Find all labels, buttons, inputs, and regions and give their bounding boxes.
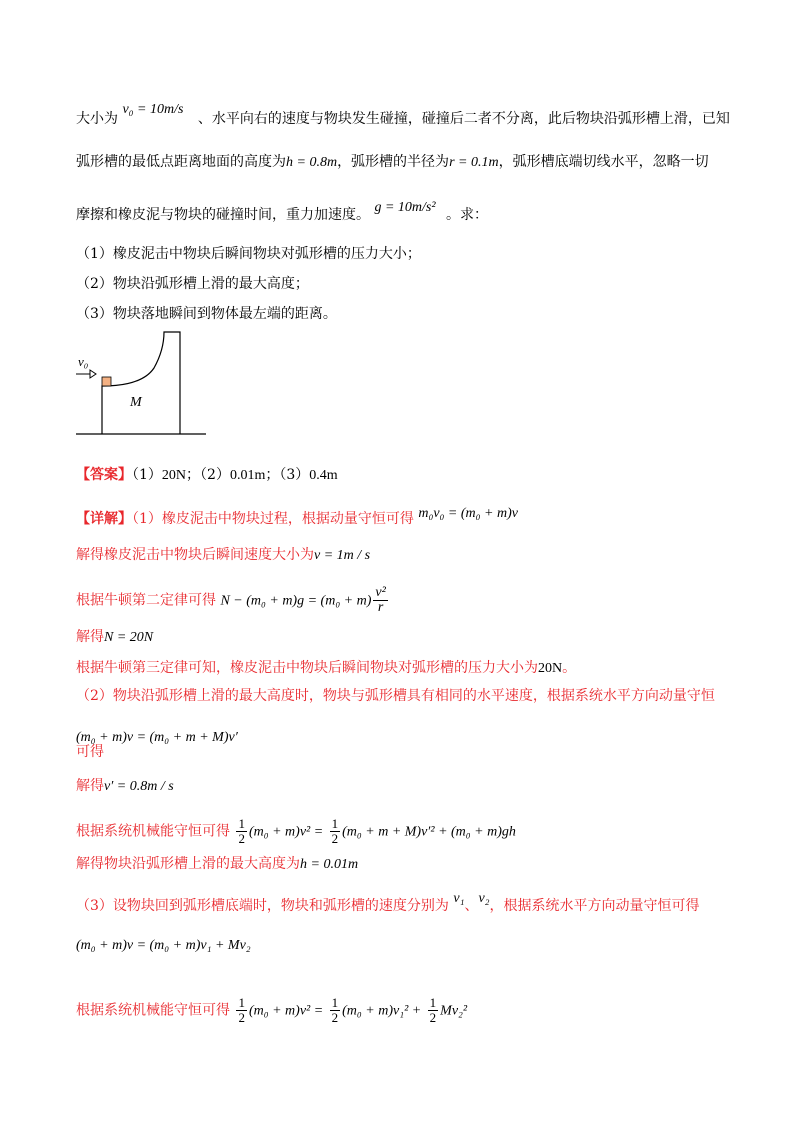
return-energy-right: Mv₂² <box>440 1003 468 1019</box>
mass-label: M <box>130 395 142 410</box>
text: （1） <box>132 467 162 483</box>
solution-label: 【详解】 <box>76 511 132 527</box>
text: ；（2） <box>186 467 230 483</box>
text: 解得物块沿弧形槽上滑的最大高度为 <box>76 856 300 872</box>
numerator: 1 <box>238 995 245 1010</box>
solution-eq-12 <box>76 936 251 955</box>
numerator: 1 <box>331 995 339 1010</box>
denominator: r <box>377 600 384 615</box>
v0-label: v₀ <box>78 354 89 369</box>
horizontal-momentum-equation: (m₀ + m)v = (m₀ + m + M)v′ <box>76 730 238 745</box>
solution-line-9 <box>76 817 516 846</box>
text: 解得 <box>76 629 104 645</box>
fraction-half <box>428 996 439 1025</box>
answer-1: 20N <box>161 468 187 483</box>
denominator: 2 <box>331 1010 339 1025</box>
fraction-half <box>330 996 341 1025</box>
text: 可得 <box>76 744 104 760</box>
solution-line-11 <box>76 891 700 916</box>
question-2: （2）物块沿弧形槽上滑的最大高度； <box>76 276 309 292</box>
fraction-half <box>236 817 247 846</box>
text: 根据系统机械能守恒可得 <box>76 823 230 840</box>
answer-2: 0.01m <box>229 468 266 483</box>
arc-trough-block <box>102 332 180 434</box>
fraction-half <box>236 996 247 1025</box>
energy-equation-left: (m₀ + m)v² = <box>248 824 324 840</box>
text: ；（3） <box>265 467 310 483</box>
fraction-half <box>330 817 341 846</box>
solution-line-13 <box>76 996 467 1025</box>
text: ，弧形槽的半径为 <box>337 154 450 170</box>
putty-ball <box>90 370 96 378</box>
solution-line-6 <box>76 687 715 705</box>
text: 根据牛顿第二定律可得 <box>76 592 216 609</box>
text: 、 <box>464 898 479 914</box>
solution-line-8 <box>76 777 174 796</box>
normal-force-result: N = 20N <box>104 630 154 645</box>
newton-equation: N − (m₀ + m)g = (m₀ + m) <box>220 593 372 609</box>
text: 弧形槽的最低点距离地面的高度为 <box>76 154 286 170</box>
text: （2）物块沿弧形槽上滑的最大高度时，物块与弧形槽具有相同的水平速度，根据系统水平方向动量守恒 <box>76 688 715 704</box>
text: 大小为 <box>76 111 118 127</box>
question-3: （3）物块落地瞬间到物体最左端的距离。 <box>76 306 337 322</box>
solution-line-5 <box>76 659 576 678</box>
text: 。 <box>562 660 577 676</box>
solution-line-10 <box>76 855 358 874</box>
text: 摩擦和橡皮泥与物块的碰撞时间，重力加速度。 <box>76 207 370 223</box>
numerator: 1 <box>238 816 245 831</box>
physics-diagram <box>72 328 212 438</box>
numerator: 1 <box>429 995 437 1010</box>
numerator: 1 <box>331 816 339 831</box>
h-equation: h = 0.8m <box>286 155 338 170</box>
text: 解得 <box>76 778 104 794</box>
r-equation: r = 0.1m <box>449 155 499 170</box>
question-1: （1）橡皮泥击中物块后瞬间物块对弧形槽的压力大小； <box>76 246 421 262</box>
small-block <box>102 377 111 386</box>
pressure-result: 20N <box>538 661 563 676</box>
denominator: 2 <box>429 1010 437 1025</box>
text: 、水平向右的速度与物块发生碰撞，碰撞后二者不分离，此后物块沿弧形槽上滑，已知 <box>197 111 730 127</box>
solution-line-7 <box>76 743 104 761</box>
common-velocity-result: v′ = 0.8m / s <box>104 779 174 794</box>
v2-symbol: v₂ <box>478 891 490 906</box>
v1-symbol: v₁ <box>453 891 465 906</box>
answer-3: 0.4m <box>309 468 338 483</box>
answer-line <box>76 466 338 485</box>
text: 。求： <box>446 207 488 223</box>
text: （3）设物块回到弧形槽底端时，物块和弧形槽的速度分别为 <box>76 898 449 914</box>
solution-line-4 <box>76 628 153 647</box>
solution-line-2 <box>76 546 370 565</box>
text: ，弧形槽底端切线水平，忽略一切 <box>498 154 709 170</box>
velocity-result: v = 1m / s <box>314 548 371 563</box>
problem-line-2 <box>76 153 709 172</box>
return-energy-left: (m₀ + m)v² = <box>248 1003 324 1019</box>
solution-line-3 <box>76 586 390 615</box>
text: 解得橡皮泥击中物块后瞬间速度大小为 <box>76 547 314 563</box>
text: 根据系统机械能守恒可得 <box>76 1002 230 1019</box>
v0-equation: v₀ = 10m/s <box>122 102 184 117</box>
text: ，根据系统水平方向动量守恒可得 <box>489 898 700 914</box>
g-equation: g = 10m/s² <box>374 200 436 215</box>
denominator: 2 <box>238 1010 245 1025</box>
momentum-equation: m₀v₀ = (m₀ + m)v <box>418 506 518 521</box>
max-height-result: h = 0.01m <box>300 857 359 872</box>
answer-label: 【答案】 <box>76 467 132 483</box>
return-energy-middle: (m₀ + m)v₁² + <box>342 1003 422 1019</box>
solution-line-1 <box>76 506 518 529</box>
denominator: 2 <box>331 831 339 846</box>
fraction-v2-over-r <box>373 586 387 615</box>
text: 根据牛顿第三定律可知，橡皮泥击中物块后瞬间物块对弧形槽的压力大小为 <box>76 660 538 676</box>
problem-line-3 <box>76 200 488 225</box>
problem-line-1 <box>76 102 730 129</box>
text: （1）橡皮泥击中物块过程，根据动量守恒可得 <box>132 511 414 527</box>
denominator: 2 <box>238 831 245 846</box>
return-momentum-equation: (m₀ + m)v = (m₀ + m)v₁ + Mv₂ <box>76 938 251 953</box>
numerator: v² <box>375 585 386 600</box>
energy-equation-right: (m₀ + m + M)v′² + (m₀ + m)gh <box>342 824 516 840</box>
